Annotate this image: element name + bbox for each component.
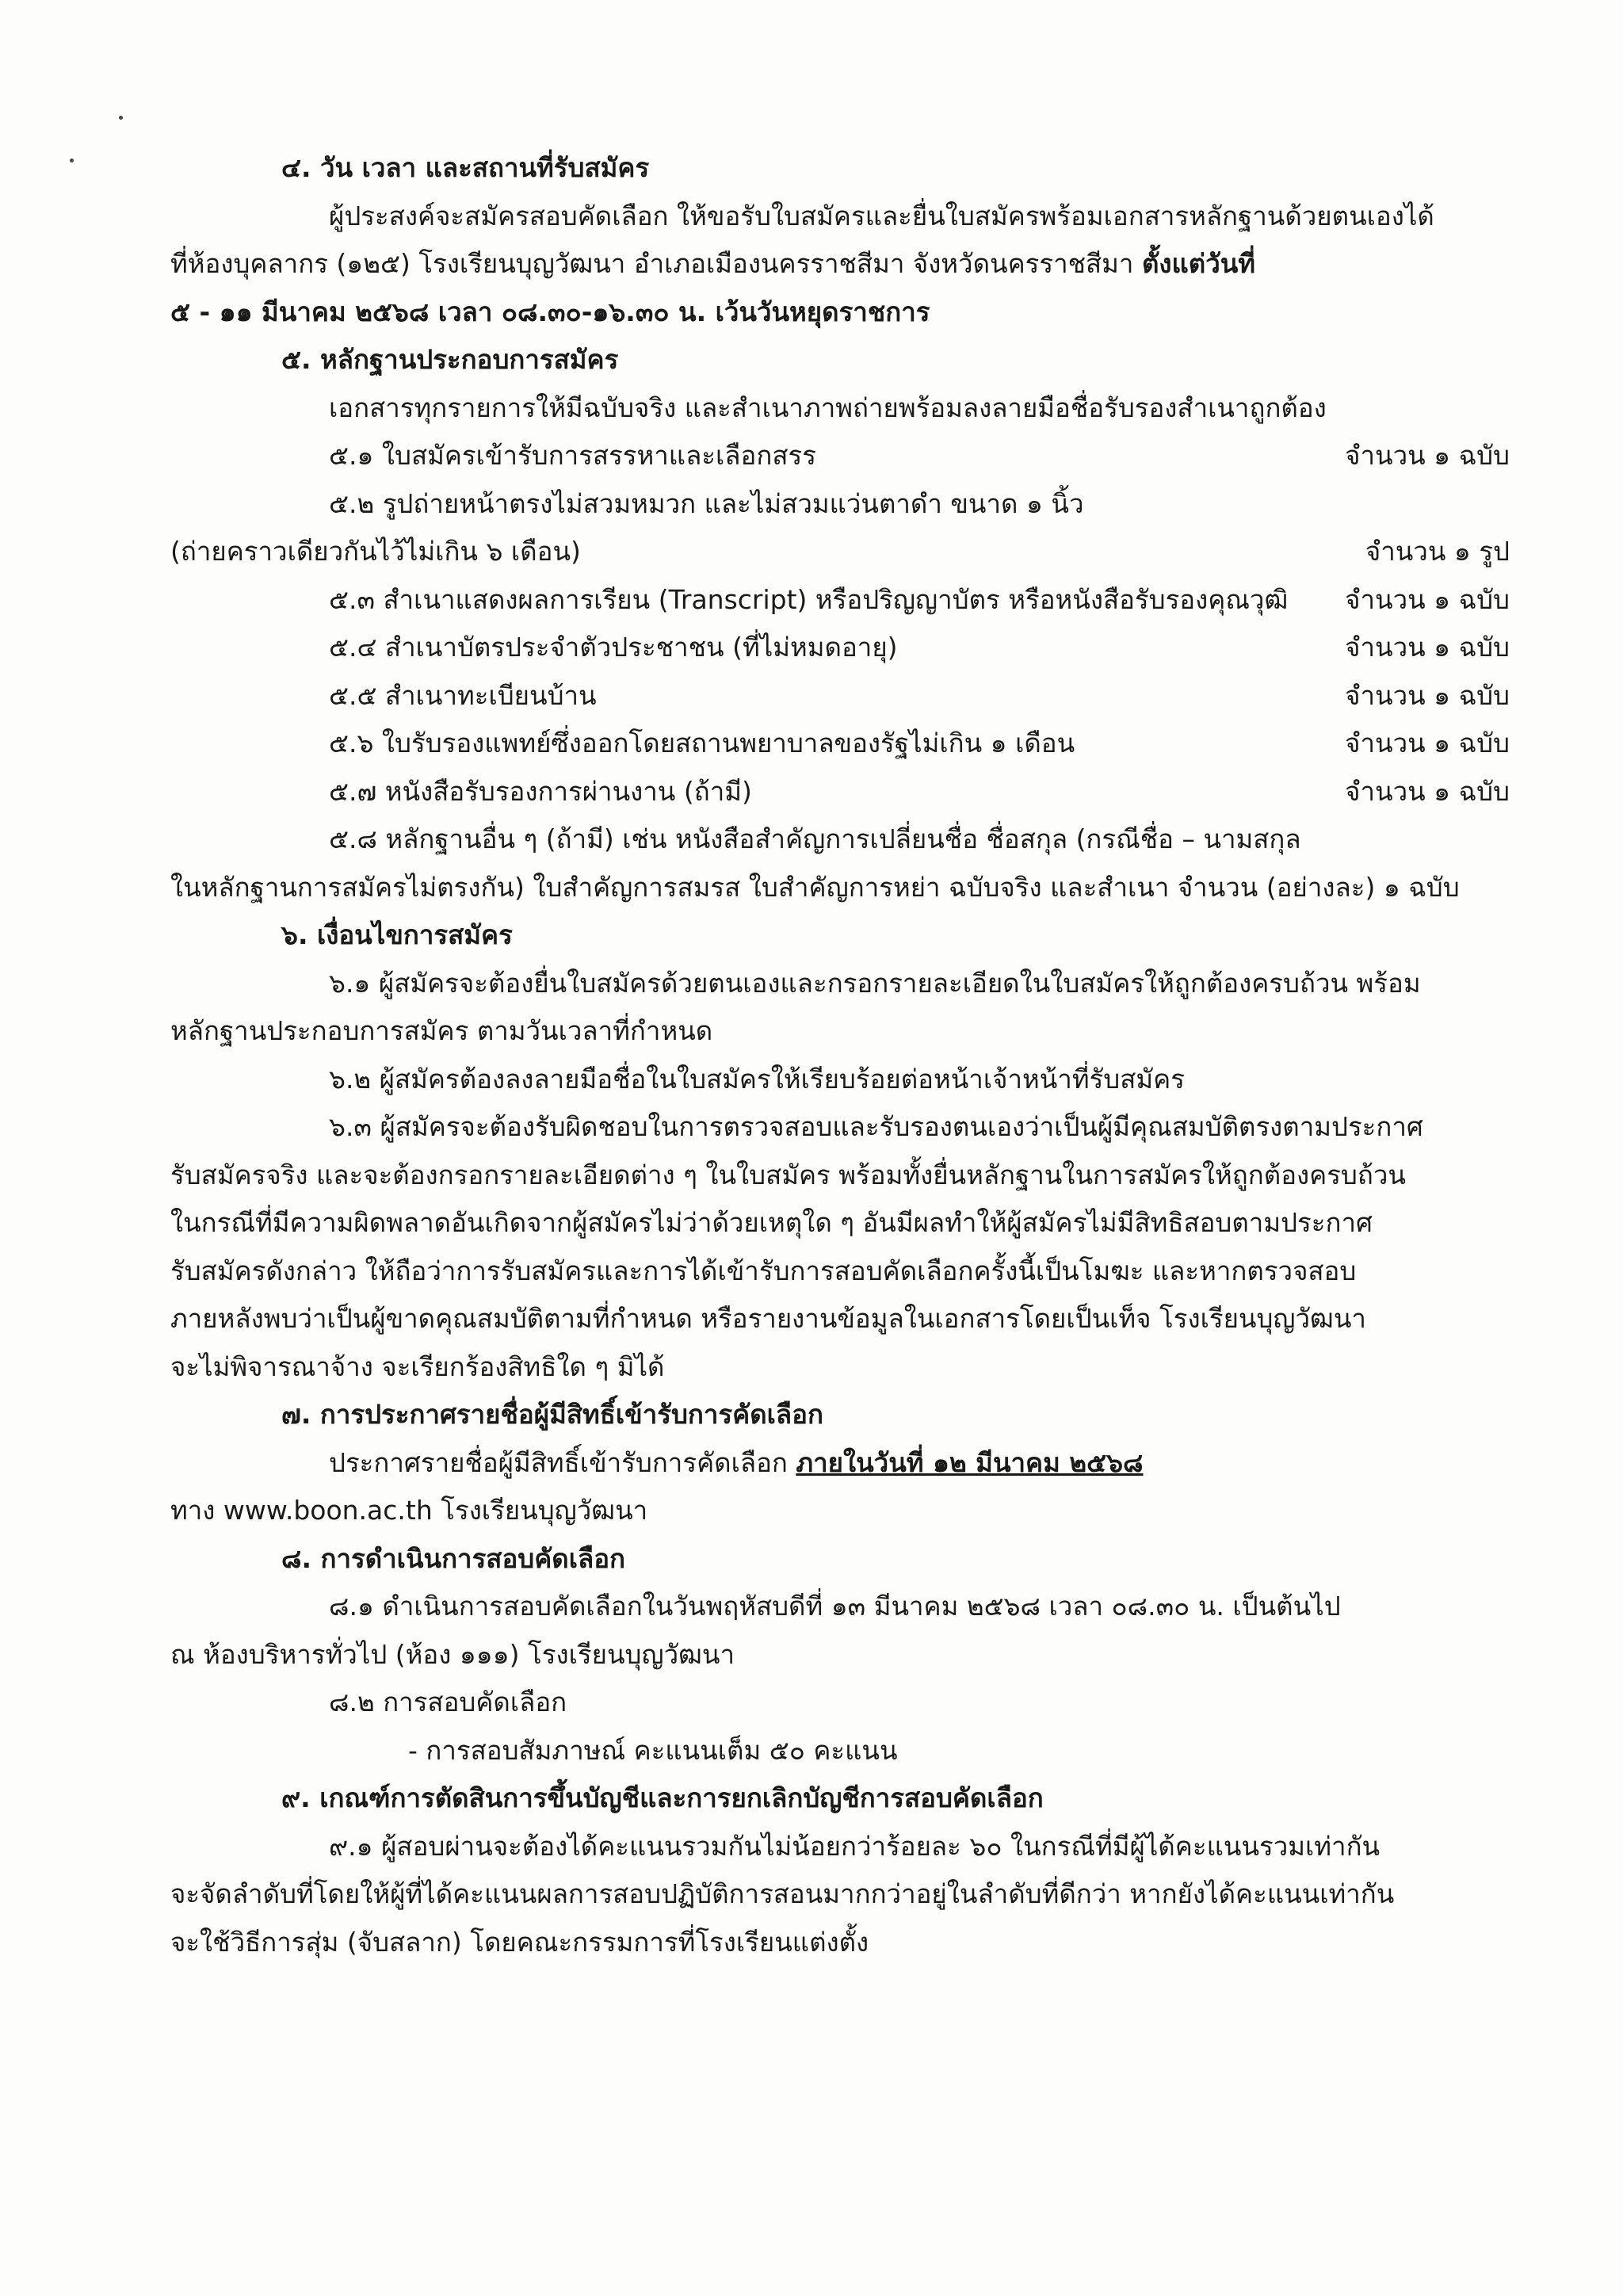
item-quantity: จำนวน ๑ ฉบับ: [1345, 679, 1510, 711]
condition-item: ๖.๓ ผู้สมัครจะต้องรับผิดชอบในการตรวจสอบและรับรองตนเองว่าเป็นผู้มีคุณสมบัติตรงตามประกาศ: [329, 1111, 1423, 1142]
condition-item-continuation: รับสมัครจริง และจะต้องกรอกรายละเอียดต่าง ๆ ในใบสมัคร พร้อมทั้งยื่นหลักฐานในการสมัครให้ถูกต้องครบถ้วน: [170, 1159, 1406, 1190]
scan-speck: [70, 159, 74, 162]
document-item: ๕.๕ สำเนาทะเบียนบ้าน จำนวน ๑ ฉบับ: [170, 672, 1510, 720]
document-item-continuation: ในหลักฐานการสมัครไม่ตรงกัน) ใบสำคัญการสมรส ใบสำคัญการหย่า ฉบับจริง และสำเนา จำนวน (อย่างละ) ๑ ฉบับ: [170, 871, 1460, 903]
document-item: ๕.๗ หนังสือรับรองการผ่านงาน (ถ้ามี) จำนวน ๑ ฉบับ: [170, 768, 1510, 816]
criteria-item-continuation: จะใช้วิธีการสุ่ม (จับสลาก) โดยคณะกรรมการที่โรงเรียนแต่งตั้ง: [170, 1926, 869, 1958]
item-quantity: จำนวน ๑ ฉบับ: [1345, 440, 1510, 471]
section-4-heading: ๔. วัน เวลา และสถานที่รับสมัคร: [281, 152, 650, 183]
item-quantity: จำนวน ๑ รูป: [1365, 536, 1510, 567]
document-body: [170, 144, 1510, 1966]
criteria-item: ๙.๑ ผู้สอบผ่านจะต้องได้คะแนนรวมกันไม่น้อยกว่าร้อยละ ๖๐ ในกรณีที่มีผู้ได้คะแนนรวมเท่ากัน: [329, 1830, 1381, 1862]
condition-item-continuation: รับสมัครดังกล่าว ให้ถือว่าการรับสมัครและการได้เข้ารับการสอบคัดเลือกครั้งนี้เป็นโมฆะ และหากตรวจสอบ: [170, 1255, 1357, 1286]
document-item: ๕.๖ ใบรับรองแพทย์ซึ่งออกโดยสถานพยาบาลของรัฐไม่เกิน ๑ เดือน จำนวน ๑ ฉบับ: [170, 720, 1510, 768]
section-4-paragraph: ผู้ประสงค์จะสมัครสอบคัดเลือก ให้ขอรับใบสมัครและยื่นใบสมัครพร้อมเอกสารหลักฐานด้วยตนเองได้: [329, 200, 1434, 231]
section-4-paragraph: ที่ห้องบุคลากร (๑๒๕) โรงเรียนบุญวัฒนา อำเภอเมืองนครราชสีมา จังหวัดนครราชสีมา ตั้งแต่วันที่: [170, 248, 1256, 279]
section-6-heading: ๖. เงื่อนไขการสมัคร: [281, 919, 513, 950]
exam-subitem: - การสอบสัมภาษณ์ คะแนนเต็ม ๕๐ คะแนน: [408, 1734, 898, 1766]
document-item-continuation: (ถ่ายคราวเดียวกันไว้ไม่เกิน ๖ เดือน) จำนวน ๑ รูป: [170, 528, 1510, 576]
exam-item: ๘.๑ ดำเนินการสอบคัดเลือกในวันพฤหัสบดีที่ ๑๓ มีนาคม ๒๕๖๘ เวลา ๐๘.๓๐ น. เป็นต้นไป: [329, 1591, 1341, 1622]
scan-speck: [119, 116, 123, 120]
announcement-date: ภายในวันที่ ๑๒ มีนาคม ๒๕๖๘: [796, 1446, 1144, 1478]
announcement-website: ทาง www.boon.ac.th โรงเรียนบุญวัฒนา: [170, 1495, 648, 1526]
condition-item-continuation: ภายหลังพบว่าเป็นผู้ขาดคุณสมบัติตามที่กำหนด หรือรายงานข้อมูลในเอกสารโดยเป็นเท็จ โรงเรียนบุญวัฒนา: [170, 1303, 1366, 1334]
section-5-intro: เอกสารทุกรายการให้มีฉบับจริง และสำเนาภาพถ่ายพร้อมลงลายมือชื่อรับรองสำเนาถูกต้อง: [329, 392, 1327, 423]
section-9-heading: ๙. เกณฑ์การตัดสินการขึ้นบัญชีและการยกเลิกบัญชีการสอบคัดเลือก: [281, 1782, 1044, 1813]
document-item: ๕.๒ รูปถ่ายหน้าตรงไม่สวมหมวก และไม่สวมแว่นตาดำ ขนาด ๑ นิ้ว: [329, 487, 1084, 519]
item-quantity: จำนวน ๑ ฉบับ: [1345, 728, 1510, 758]
section-4-date: ๕ - ๑๑ มีนาคม ๒๕๖๘ เวลา ๐๘.๓๐-๑๖.๓๐ น. เว้นวันหยุดราชการ: [170, 296, 930, 327]
condition-item-continuation: จะไม่พิจารณาจ้าง จะเรียกร้องสิทธิใด ๆ มิได้: [170, 1350, 665, 1382]
document-item: ๕.๔ สำเนาบัตรประจำตัวประชาชน (ที่ไม่หมดอายุ) จำนวน ๑ ฉบับ: [170, 624, 1510, 672]
criteria-item-continuation: จะจัดลำดับที่โดยให้ผู้ที่ได้คะแนนผลการสอบปฏิบัติการสอนมากกว่าอยู่ในลำดับที่ดีกว่า หากยังได้คะแนนเท่ากัน: [170, 1878, 1395, 1909]
condition-item-continuation: หลักฐานประกอบการสมัคร ตามวันเวลาที่กำหนด: [170, 1015, 713, 1046]
document-item: ๕.๘ หลักฐานอื่น ๆ (ถ้ามี) เช่น หนังสือสำคัญการเปลี่ยนชื่อ ชื่อสกุล (กรณีชื่อ – นามสกุล: [329, 823, 1301, 854]
condition-item: ๖.๑ ผู้สมัครจะต้องยื่นใบสมัครด้วยตนเองและกรอกรายละเอียดในใบสมัครให้ถูกต้องครบถ้วน พร้อม: [329, 967, 1421, 999]
item-quantity: จำนวน ๑ ฉบับ: [1345, 583, 1510, 615]
condition-item-continuation: ในกรณีที่มีความผิดพลาดอันเกิดจากผู้สมัครไม่ว่าด้วยเหตุใด ๆ อันมีผลทำให้ผู้สมัครไม่มีสิทธิสอบตามประกาศ: [170, 1207, 1373, 1238]
section-5-heading: ๕. หลักฐานประกอบการสมัคร: [281, 344, 619, 375]
item-quantity: จำนวน ๑ ฉบับ: [1345, 775, 1510, 807]
document-item: ๕.๓ สำเนาแสดงผลการเรียน (Transcript) หรือปริญญาบัตร หรือหนังสือรับรองคุณวุฒิ จำนวน ๑ ฉบับ: [170, 576, 1510, 625]
document-item: ๕.๑ ใบสมัครเข้ารับการสรรหาและเลือกสรร จำนวน ๑ ฉบับ: [170, 432, 1510, 480]
section-7-heading: ๗. การประกาศรายชื่อผู้มีสิทธิ์เข้ารับการคัดเลือก: [281, 1399, 823, 1430]
condition-item: ๖.๒ ผู้สมัครต้องลงลายมือชื่อในใบสมัครให้เรียบร้อยต่อหน้าเจ้าหน้าที่รับสมัคร: [329, 1063, 1185, 1095]
date-emphasis: ตั้งแต่วันที่: [1141, 248, 1256, 279]
exam-item-continuation: ณ ห้องบริหารทั่วไป (ห้อง ๑๑๑) โรงเรียนบุญวัฒนา: [170, 1638, 735, 1670]
exam-item: ๘.๒ การสอบคัดเลือก: [329, 1687, 567, 1717]
item-quantity: จำนวน ๑ ฉบับ: [1345, 632, 1510, 663]
section-8-heading: ๘. การดำเนินการสอบคัดเลือก: [281, 1542, 626, 1574]
announcement-line: ประกาศรายชื่อผู้มีสิทธิ์เข้ารับการคัดเลือก ภายในวันที่ ๑๒ มีนาคม ๒๕๖๘: [329, 1446, 1144, 1478]
